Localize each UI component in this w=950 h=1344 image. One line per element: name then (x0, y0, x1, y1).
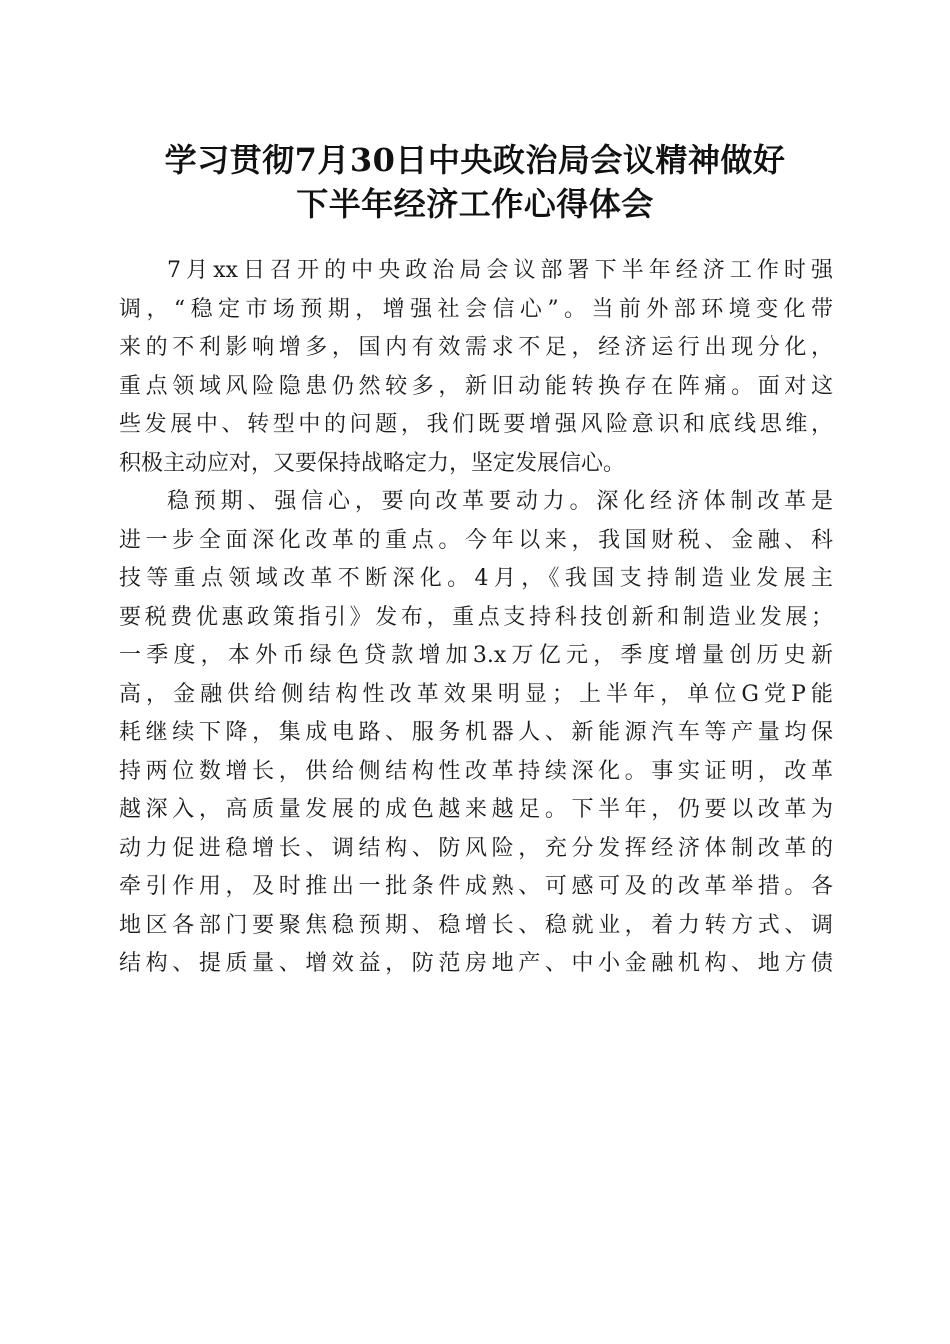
paragraph-line: 牵引作用，及时推出一批条件成熟、可感可及的改革举措。各 (119, 874, 833, 899)
paragraph-line: 一季度，本外币绿色贷款增加3.x万亿元，季度增量创历史新 (119, 643, 833, 668)
paragraph-line: 些发展中、转型中的问题，我们既要增强风险意识和底线思维， (119, 412, 833, 437)
document-title (100, 138, 850, 226)
paragraph-line: 结构、提质量、增效益，防范房地产、中小金融机构、地方债 (119, 951, 833, 976)
paragraph-line: 技等重点领域改革不断深化。4月，《我国支持制造业发展主 (119, 566, 833, 591)
paragraph-line: 耗继续下降，集成电路、服务机器人、新能源汽车等产量均保 (119, 720, 833, 745)
paragraph-line: 积极主动应对，又要保持战略定力，坚定发展信心。 (119, 450, 626, 476)
paragraph-1 (119, 252, 833, 483)
paragraph-line: 地区各部门要聚焦稳预期、稳增长、稳就业，着力转方式、调 (119, 912, 833, 938)
paragraph-line: 越深入，高质量发展的成色越来越足。下半年，仍要以改革为 (119, 797, 833, 822)
paragraph-line: 来的不利影响增多，国内有效需求不足，经济运行出现分化， (119, 335, 833, 360)
paragraph-2 (119, 483, 833, 984)
paragraph-line: 进一步全面深化改革的重点。今年以来，我国财税、金融、科 (119, 527, 833, 553)
document-body (119, 252, 833, 984)
paragraph-line: 要税费优惠政策指引》发布，重点支持科技创新和制造业发展； (119, 604, 833, 630)
paragraph-line: 稳预期、强信心，要向改革要动力。深化经济体制改革是 (167, 489, 833, 514)
paragraph-line: 持两位数增长，供给侧结构性改革持续深化。事实证明，改革 (119, 758, 833, 784)
title-line-1: 学习贯彻7月30日中央政治局会议精神做好 (164, 141, 786, 179)
paragraph-line: 7月xx日召开的中央政治局会议部署下半年经济工作时强 (167, 258, 833, 283)
paragraph-line: 调，“稳定市场预期，增强社会信心”。当前外部环境变化带 (119, 296, 833, 322)
paragraph-line: 高，金融供给侧结构性改革效果明显；上半年，单位G党P能 (119, 681, 833, 707)
paragraph-line: 动力促进稳增长、调结构、防风险，充分发挥经济体制改革的 (119, 835, 833, 861)
title-line-2: 下半年经济工作心得体会 (296, 185, 654, 223)
paragraph-line: 重点领域风险隐患仍然较多，新旧动能转换存在阵痛。面对这 (119, 373, 833, 399)
